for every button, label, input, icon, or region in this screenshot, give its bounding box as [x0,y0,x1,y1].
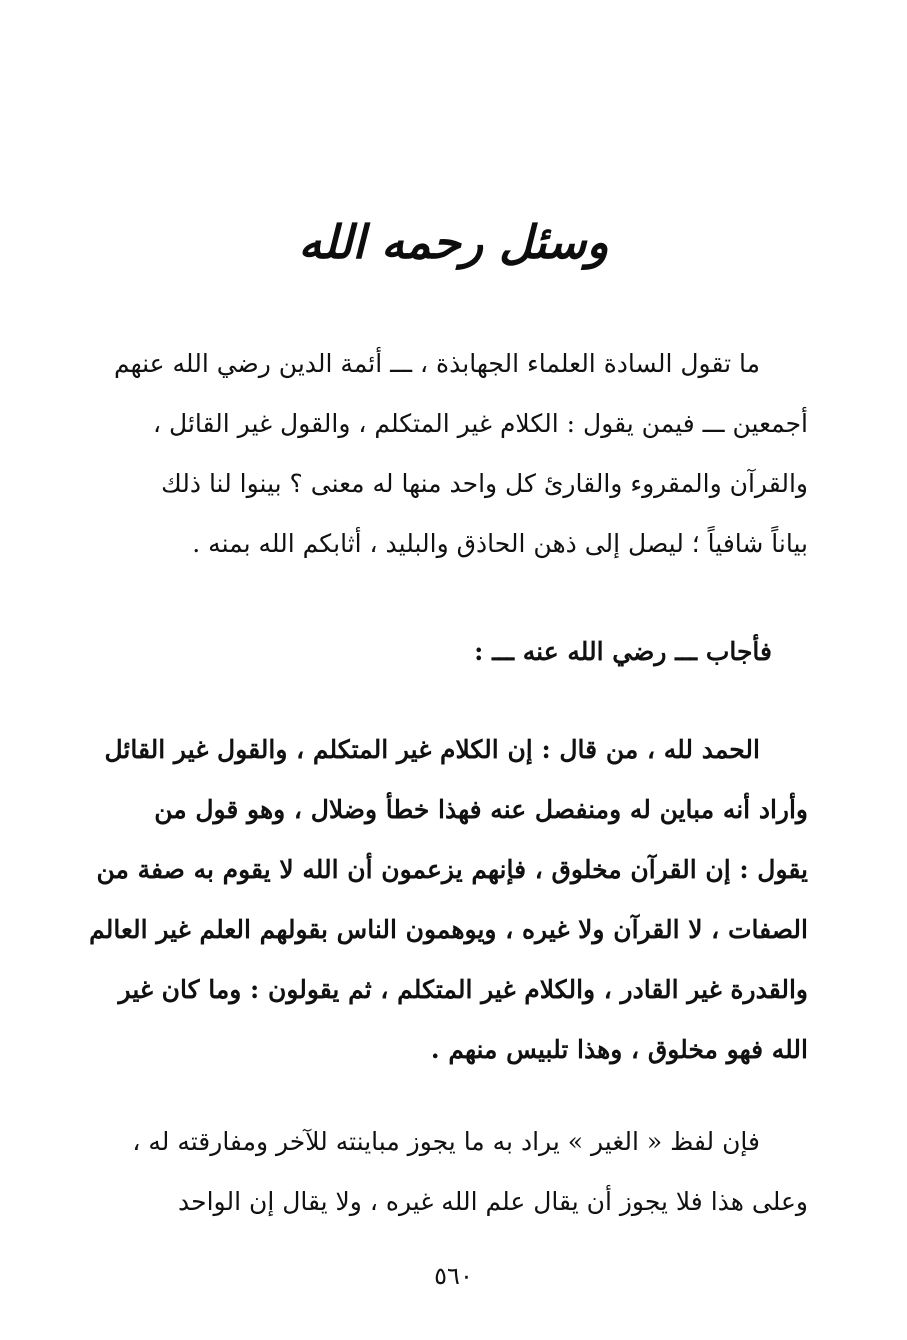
page-number: ٥٦٠ [434,1262,473,1290]
answer-line: وأراد أنه مباين له ومنفصل عنه فهذا خطأ وضلال ، وهو قول من [154,795,808,824]
answer-line: الحمد لله ، من قال : إن الكلام غير المتكلم ، والقول غير القائل [104,735,760,764]
answer-line: يقول : إن القرآن مخلوق ، فإنهم يزعمون أن الله لا يقوم به صفة من [96,855,808,884]
continuation-line: فإن لفظ « الغير » يراد به ما يجوز مباينته للآخر ومفارقته له ، [132,1127,760,1156]
answer-intro: فأجاب ـــ رضي الله عنه ـــ : [474,637,772,666]
question-line: أجمعين ـــ فيمن يقول : الكلام غير المتكلم ، والقول غير القائل ، [153,409,808,438]
answer-line: والقدرة غير القادر ، والكلام غير المتكلم ، ثم يقولون : وما كان غير [118,975,808,1004]
continuation-paragraph [78,1112,808,1232]
continuation-line: وعلى هذا فلا يجوز أن يقال علم الله غيره ، ولا يقال إن الواحد [178,1187,808,1216]
answer-line: الصفات ، لا القرآن ولا غيره ، ويوهمون الناس بقولهم العلم غير العالم [89,915,808,944]
answer-paragraph [78,720,808,1080]
question-line: والقرآن والمقروء والقارئ كل واحد منها له معنى ؟ بينوا لنا ذلك [161,469,808,498]
question-line: بياناً شافياً ؛ ليصل إلى ذهن الحاذق والبليد ، أثابكم الله بمنه . [192,529,808,558]
section-heading: وسئل رحمه الله [298,215,609,269]
question-line: ما تقول السادة العلماء الجهابذة ، ـــ أئمة الدين رضي الله عنهم [113,349,760,378]
answer-line: الله فهو مخلوق ، وهذا تلبيس منهم . [430,1035,808,1064]
question-paragraph [78,334,808,574]
